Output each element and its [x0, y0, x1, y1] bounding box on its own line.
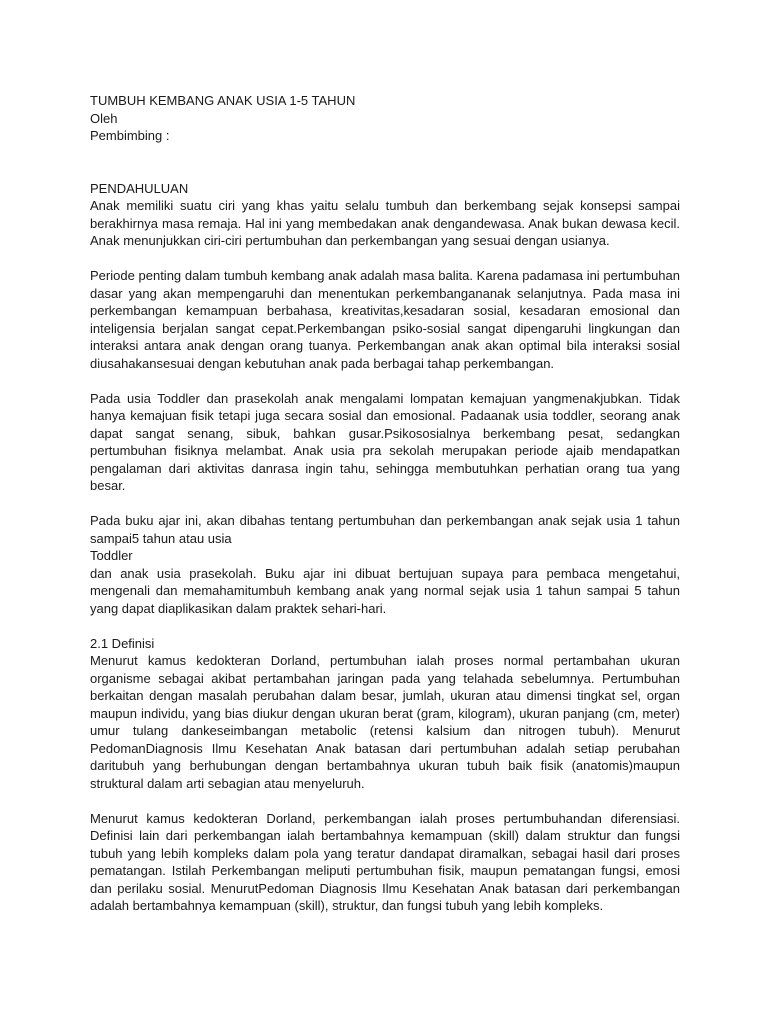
spacer [90, 145, 680, 163]
spacer [90, 162, 680, 180]
document-title: TUMBUH KEMBANG ANAK USIA 1-5 TAHUN [90, 93, 356, 108]
document-page [90, 92, 680, 915]
paragraph: Pada buku ajar ini, akan dibahas tentang pertumbuhan dan perkembangan anak sejak usia 1 tahun sampai5 tahun atau usia [90, 513, 680, 546]
spacer [90, 617, 680, 635]
author-line: Oleh [90, 110, 118, 126]
spacer [90, 250, 680, 268]
spacer [90, 495, 680, 513]
term-toddler: Toddler [90, 548, 133, 563]
paragraph: Menurut kamus kedokteran Dorland, perkembangan ialah proses pertumbuhandan diferensiasi. Definisi lain dari perkembangan ialah bertambahnya kemampuan (skill) dalam struktur dan fungsi tubuh yang lebih kompleks dalam pola yang teratur dandapat diramalkan, sebagai hasil dari proses pematangan. Istilah Perkembangan meliputi pertumbuhan fisik, maupun pematangan fungsi, emosi dan perilaku sosial. MenurutPedoman Diagnosis Ilmu Kesehatan Anak batasan dari perkembangan adalah bertambahnya kemampuan (skill), struktur, dan fungsi tubuh yang lebih kompleks. [90, 810, 680, 913]
paragraph: Periode penting dalam tumbuh kembang anak adalah masa balita. Karena padamasa ini pertumbuhan dasar yang akan mempengaruhi dan menentukan perkembangananak selanjutnya. Pada masa ini perkembangan kemampuan berbahasa, kreativitas,kesadaran sosial, kesadaran emosional dan inteligensia berjalan sangat cepat.Perkembangan psiko-sosial sangat dipengaruhi lingkungan dan interaksi antara anak dengan orang tuanya. Perkembangan anak akan optimal bila interaksi sosial diusahakansesuai dengan kebutuhan anak pada berbagai tahap perkembangan. [90, 268, 680, 371]
spacer [90, 792, 680, 810]
paragraph: Anak memiliki suatu ciri yang khas yaitu selalu tumbuh dan berkembang sejak konsepsi sampai berakhirnya masa remaja. Hal ini yang membedakan anak dengandewasa. Anak bukan dewasa kecil. Anak menunjukkan ciri-ciri pertumbuhan dan perkembangan yang sesuai dengan usianya. [90, 198, 680, 248]
paragraph: dan anak usia prasekolah. Buku ajar ini dibuat bertujuan supaya para pembaca mengetahui, mengenali dan memahamitumbuh kembang anak yang normal sejak usia 1 tahun sampai 5 tahun yang dapat diaplikasikan dalam praktek sehari-hari. [90, 565, 680, 616]
spacer [90, 372, 680, 390]
paragraph: Menurut kamus kedokteran Dorland, pertumbuhan ialah proses normal pertambahan ukuran organisme sebagai akibat pertambahan jaringan pada yang telahada sebelumnya. Pertumbuhan berkaitan dengan masalah perubahan dalam besar, jumlah, ukuran atau dimensi tingkat sel, organ maupun individu, yang bias diukur dengan ukuran berat (gram, kilogram), ukuran panjang (cm, meter) umur tulang dankeseimbangan metabolic (retensi kalsium dan nitrogen tubuh). Menurut PedomanDiagnosis Ilmu Kesehatan Anak batasan dari pertumbuhan adalah setiap perubahan daritubuh yang berhubungan dengan bertambahnya ukuran tubuh baik fisik (anatomis)maupun struktural dalam arti sebagian atau menyeluruh. [90, 653, 680, 791]
paragraph: Pada usia Toddler dan prasekolah anak mengalami lompatan kemajuan yangmenakjubkan. Tidak hanya kemajuan fisik tetapi juga secara sosial dan emosional. Padaanak usia toddler, seorang anak dapat sangat senang, sibuk, bahkan gusar.Psikososialnya berkembang pesat, sedangkan pertumbuhan fisiknya melambat. Anak usia pra sekolah merupakan periode ajaib mendapatkan pengalaman dari aktivitas danrasa ingin tahu, sehingga membutuhkan perhatian orang tua yang besar. [90, 390, 680, 493]
section-heading-definisi: 2.1 Definisi [90, 635, 155, 651]
advisor-line: Pembimbing : [90, 128, 170, 143]
section-heading-pendahuluan: PENDAHULUAN [90, 180, 189, 196]
